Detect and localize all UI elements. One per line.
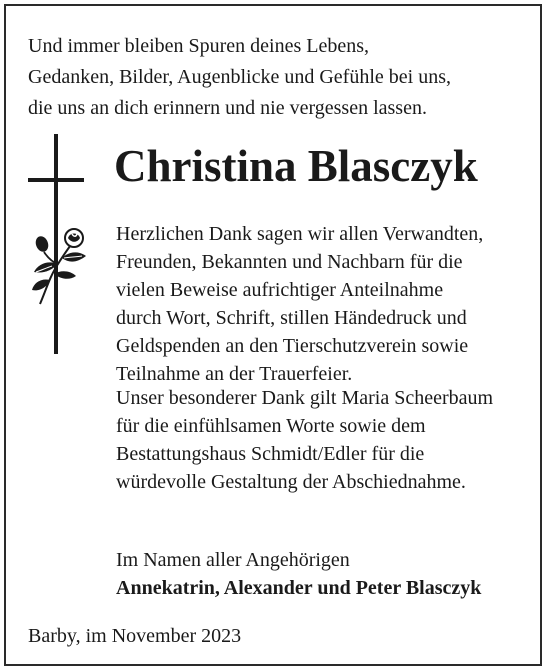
thanks-line: Freunden, Bekannten und Nachbarn für die (116, 251, 463, 273)
intro-line: die uns an dich erinnern und nie vergessen lassen. (28, 97, 427, 119)
thanks-line: Teilnahme an der Trauerfeier. (116, 363, 353, 385)
intro-line: Gedanken, Bilder, Augenblicke und Gefühle bei uns, (28, 66, 451, 88)
thanks-line: Herzlichen Dank sagen wir allen Verwandten, (116, 223, 484, 245)
special-thanks-line: Unser besonderer Dank gilt Maria Scheerbaum (116, 387, 494, 409)
special-thanks-paragraph (116, 384, 493, 496)
intro-line: Und immer bleiben Spuren deines Lebens, (28, 35, 370, 57)
special-thanks-line: würdevolle Gestaltung der Abschiednahme. (116, 471, 466, 493)
obituary-card (4, 4, 542, 666)
signoff (116, 546, 481, 602)
intro-verse (28, 31, 451, 124)
cross-bar (28, 178, 84, 182)
signoff-names: Annekatrin, Alexander und Peter Blasczyk (116, 577, 482, 599)
rose-icon (28, 224, 90, 306)
special-thanks-line: Bestattungshaus Schmidt/Edler für die (116, 443, 425, 465)
place-date: Barby, im November 2023 (28, 625, 242, 647)
thanks-paragraph (116, 220, 483, 388)
thanks-line: durch Wort, Schrift, stillen Händedruck und (116, 307, 467, 329)
special-thanks-line: für die einfühlsamen Worte sowie dem (116, 415, 426, 437)
memorial-symbol (28, 134, 92, 358)
signoff-intro: Im Namen aller Angehörigen (116, 549, 350, 571)
thanks-line: vielen Beweise aufrichtiger Anteilnahme (116, 279, 444, 301)
thanks-line: Geldspenden an den Tierschutzverein sowie (116, 335, 469, 357)
deceased-name: Christina Blasczyk (114, 141, 478, 191)
